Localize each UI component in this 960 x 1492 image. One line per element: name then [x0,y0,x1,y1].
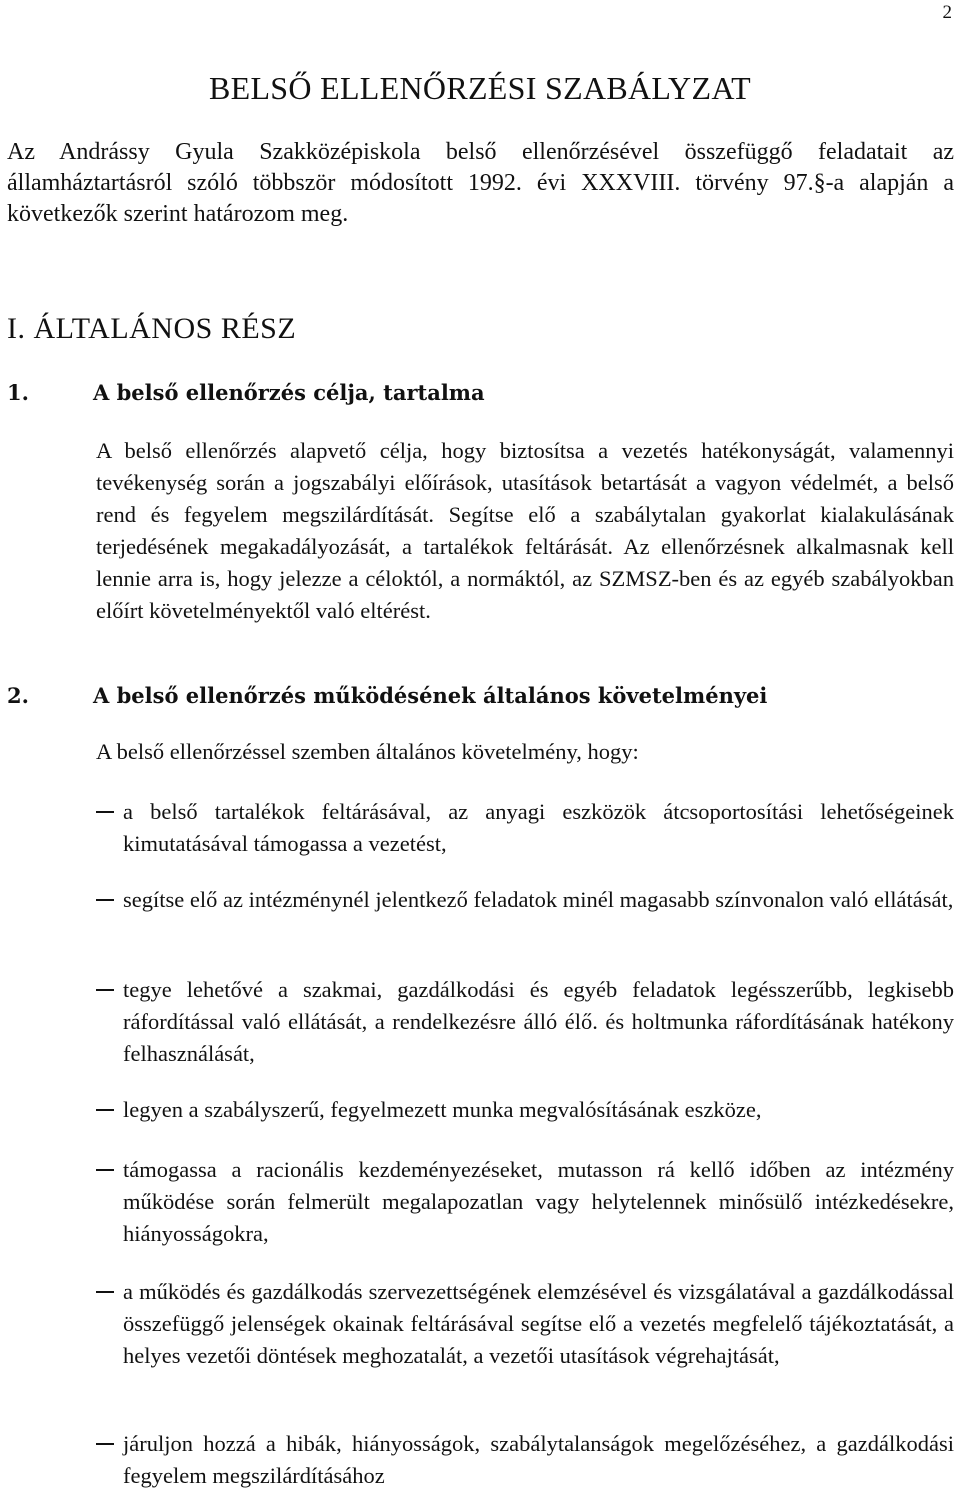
section-2-heading [7,683,767,708]
section-1-paragraph: A belső ellenőrzés alapvető célja, hogy biztosítsa a vezetés hatékonyságát, valamennyi tevékenység során a jogszabályi előírások, utasítások betartását a vagyon védelmét, a belső rend és fegyelem megszilárdítását. Segítse elő a szabálytalan gyakorlat kialakulásának terjedésének megakadályozását, a tartalékok feltárását. Az ellenőrzésnek alkalmasnak kell lennie arra is, hogy jelezze a céloktól, a normáktól, az SZMSZ-ben és az egyéb szabályokban előírt követelményektől való eltérést. [96,438,954,623]
list-item [96,1094,954,1126]
list-item [96,796,954,860]
list-item [96,1154,954,1250]
section-2-paragraph: A belső ellenőrzéssel szemben általános követelmény, hogy: [96,739,639,764]
list-item-text: járuljon hozzá a hibák, hiányosságok, szabálytalanságok megelőzéséhez, a gazdálkodási fegyelem megszilárdításához [123,1431,954,1488]
document-title: BELSŐ ELLENŐRZÉSI SZABÁLYZAT [208,70,752,106]
list-item-text: a működés és gazdálkodás szervezettségének elemzésével és vizsgálatával a gazdálkodással összefüggő jelenségek okainak feltárásával segítse elő a vezetés megfelelő tájékoztatását, a helyes vezetői döntések meghozatalát, a vezetői utasítások végrehajtását, [123,1279,954,1368]
dash-bullet-icon [96,899,114,901]
list-item [96,974,954,1070]
page-number: 2 [942,2,952,23]
section-1-number: 1. [7,380,29,405]
list-item-text: a belső tartalékok feltárásával, az anyagi eszközök átcsoportosítási lehetőségeinek kimutatásával támogassa a vezetést, [123,799,954,856]
list-item [96,1428,954,1492]
dash-bullet-icon [96,1443,114,1445]
section-1-heading [7,380,485,405]
section-2-title: A belső ellenőrzés működésének általános követelményei [93,683,768,708]
part-heading: I. ÁLTALÁNOS RÉSZ [7,312,297,345]
list-item-text: támogassa a racionális kezdeményezéseket, mutasson rá kellő időben az intézmény működése során felmerült megalapozatlan vagy helytelennek minősülő intézkedésekre, hiányosságokra, [123,1157,954,1246]
dash-bullet-icon [96,1169,114,1171]
list-item-text: tegye lehetővé a szakmai, gazdálkodási és egyéb feladatok legésszerűbb, legkisebb ráfordítással való ellátását, a rendelkezésre álló élő. és holtmunka ráfordításának hatékony felhasználását, [123,977,954,1066]
list-item [96,1276,954,1372]
dash-bullet-icon [96,989,114,991]
list-item-text: segítse elő az intézménynél jelentkező feladatok minél magasabb színvonalon való ellátását, [123,887,954,912]
section-1-title: A belső ellenőrzés célja, tartalma [93,380,485,405]
list-item-text: legyen a szabályszerű, fegyelmezett munka megvalósításának eszköze, [123,1097,762,1122]
section-2-number: 2. [7,683,29,708]
intro-paragraph: Az Andrássy Gyula Szakközépiskola belső ellenőrzésével összefüggő feladatait az államháztartásról szóló többször módosított 1992. évi XXXVIII. törvény 97.§-a alapján a következők szerint határozom meg. [7,139,954,227]
dash-bullet-icon [96,1291,114,1293]
dash-bullet-icon [96,811,114,813]
dash-bullet-icon [96,1109,114,1111]
list-item [96,884,954,916]
